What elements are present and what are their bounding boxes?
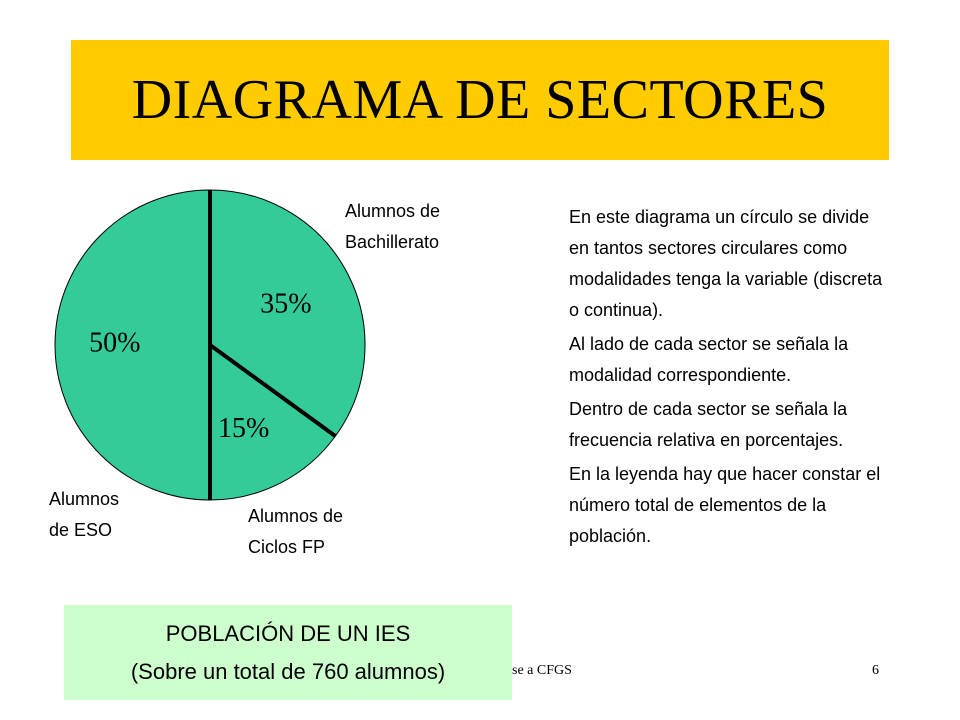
explanation-paragraph-3: Dentro de cada sector se señala la frecuencia relativa en porcentajes. bbox=[569, 399, 848, 450]
chart-legend bbox=[64, 605, 512, 700]
explanation-paragraph-1: En este diagrama un círculo se divide en tantos sectores circulares como modalidades tenga la variable (discreta o continua). bbox=[569, 207, 883, 320]
slide-title: DIAGRAMA DE SECTORES bbox=[131, 69, 829, 131]
label-eso-line1: Alumnos bbox=[49, 489, 120, 509]
legend-line-1: POBLACIÓN DE UN IES bbox=[165, 621, 411, 646]
pie-value-label-bachillerato: 35% bbox=[260, 288, 312, 320]
label-fp bbox=[248, 501, 343, 563]
label-fp-line1: Alumnos de bbox=[248, 506, 344, 526]
label-eso bbox=[49, 484, 119, 546]
label-bachillerato-line1: Alumnos de bbox=[345, 201, 441, 221]
label-fp-line2: Ciclos FP bbox=[248, 537, 326, 557]
label-bachillerato-line2: Bachillerato bbox=[345, 232, 440, 252]
explanation-paragraph-2: Al lado de cada sector se señala la modalidad correspondiente. bbox=[569, 334, 849, 385]
pie-value-label-fp: 15% bbox=[217, 413, 270, 445]
footer-course-text: se a CFGS bbox=[512, 663, 572, 678]
label-bachillerato bbox=[345, 196, 440, 258]
legend-line-2: (Sobre un total de 760 alumnos) bbox=[130, 659, 446, 684]
explanation-text bbox=[569, 202, 889, 555]
label-eso-line2: de ESO bbox=[49, 520, 113, 540]
explanation-paragraph-4: En la leyenda hay que hacer constar el número total de elementos de la población. bbox=[569, 464, 881, 546]
pie-value-label-eso: 50% bbox=[89, 327, 141, 359]
page-number: 6 bbox=[872, 663, 879, 678]
